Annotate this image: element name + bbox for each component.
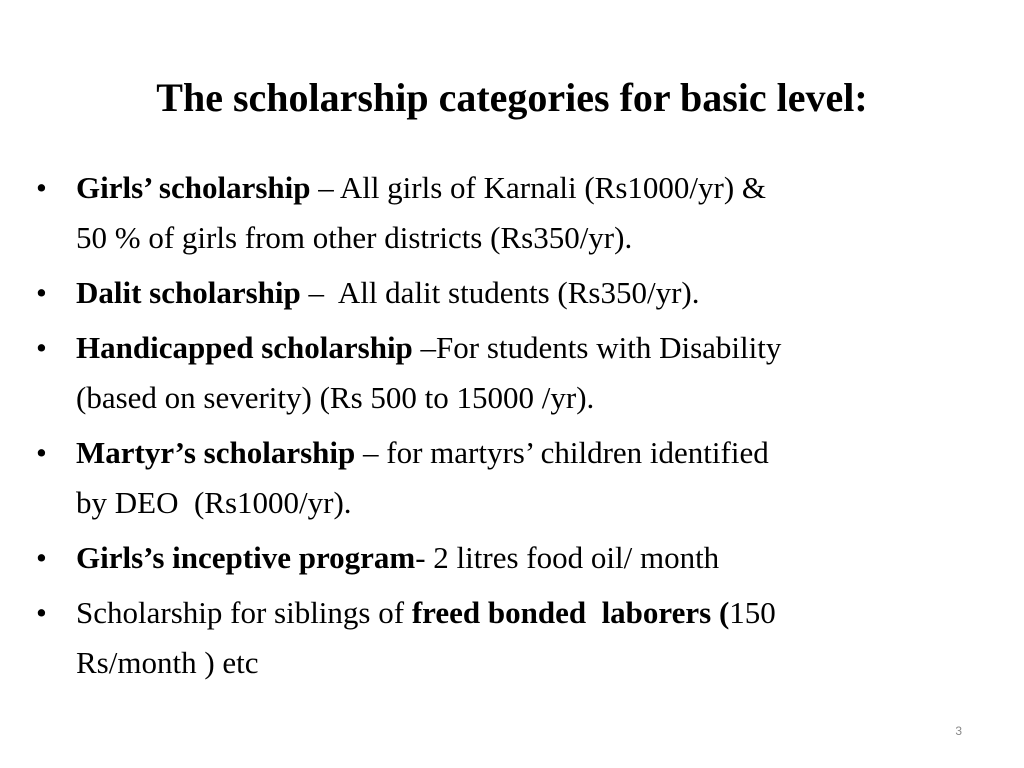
item-heading: Dalit scholarship bbox=[76, 275, 301, 310]
item-line bbox=[76, 163, 1006, 213]
item-text: - 2 litres food oil/ month bbox=[415, 540, 720, 575]
page-number: 3 bbox=[955, 724, 962, 738]
bullet-icon: • bbox=[36, 330, 47, 365]
list-item bbox=[36, 533, 1006, 583]
item-text: 50 % of girls from other districts (Rs350/yr). bbox=[76, 220, 633, 255]
bullet-icon: • bbox=[36, 435, 47, 470]
item-line bbox=[76, 533, 1006, 583]
list-item bbox=[36, 323, 1006, 423]
item-line bbox=[76, 268, 1006, 318]
bullet-list bbox=[36, 163, 1006, 693]
item-line bbox=[76, 638, 1006, 688]
item-line bbox=[76, 213, 1006, 263]
item-text: 150 bbox=[729, 595, 776, 630]
item-line bbox=[76, 323, 1006, 373]
item-heading: Girls’s inceptive program bbox=[76, 540, 416, 575]
list-item bbox=[36, 588, 1006, 688]
bullet-icon: • bbox=[36, 275, 47, 310]
item-line bbox=[76, 588, 1006, 638]
bullet-icon: • bbox=[36, 170, 47, 205]
item-heading: Girls’ scholarship bbox=[76, 170, 311, 205]
item-heading: freed bonded laborers ( bbox=[411, 595, 730, 630]
item-line bbox=[76, 373, 1006, 423]
list-item bbox=[36, 428, 1006, 528]
list-item bbox=[36, 268, 1006, 318]
item-text: – All dalit students (Rs350/yr). bbox=[300, 275, 700, 310]
list-item bbox=[36, 163, 1006, 263]
bullet-icon: • bbox=[36, 595, 47, 630]
item-line bbox=[76, 478, 1006, 528]
bullet-icon: • bbox=[36, 540, 47, 575]
item-line bbox=[76, 428, 1006, 478]
item-text: – All girls of Karnali (Rs1000/yr) & bbox=[310, 170, 767, 205]
item-heading: Martyr’s scholarship bbox=[76, 435, 356, 470]
item-heading: Handicapped scholarship bbox=[76, 330, 413, 365]
item-text: –For students with Disability bbox=[412, 330, 782, 365]
slide-title: The scholarship categories for basic level: bbox=[156, 75, 868, 120]
item-text: Rs/month ) etc bbox=[76, 645, 259, 680]
item-text: by DEO (Rs1000/yr). bbox=[76, 485, 352, 520]
item-text: (based on severity) (Rs 500 to 15000 /yr). bbox=[76, 380, 595, 415]
item-text: – for martyrs’ children identified bbox=[355, 435, 769, 470]
item-text: Scholarship for siblings of bbox=[76, 595, 412, 630]
